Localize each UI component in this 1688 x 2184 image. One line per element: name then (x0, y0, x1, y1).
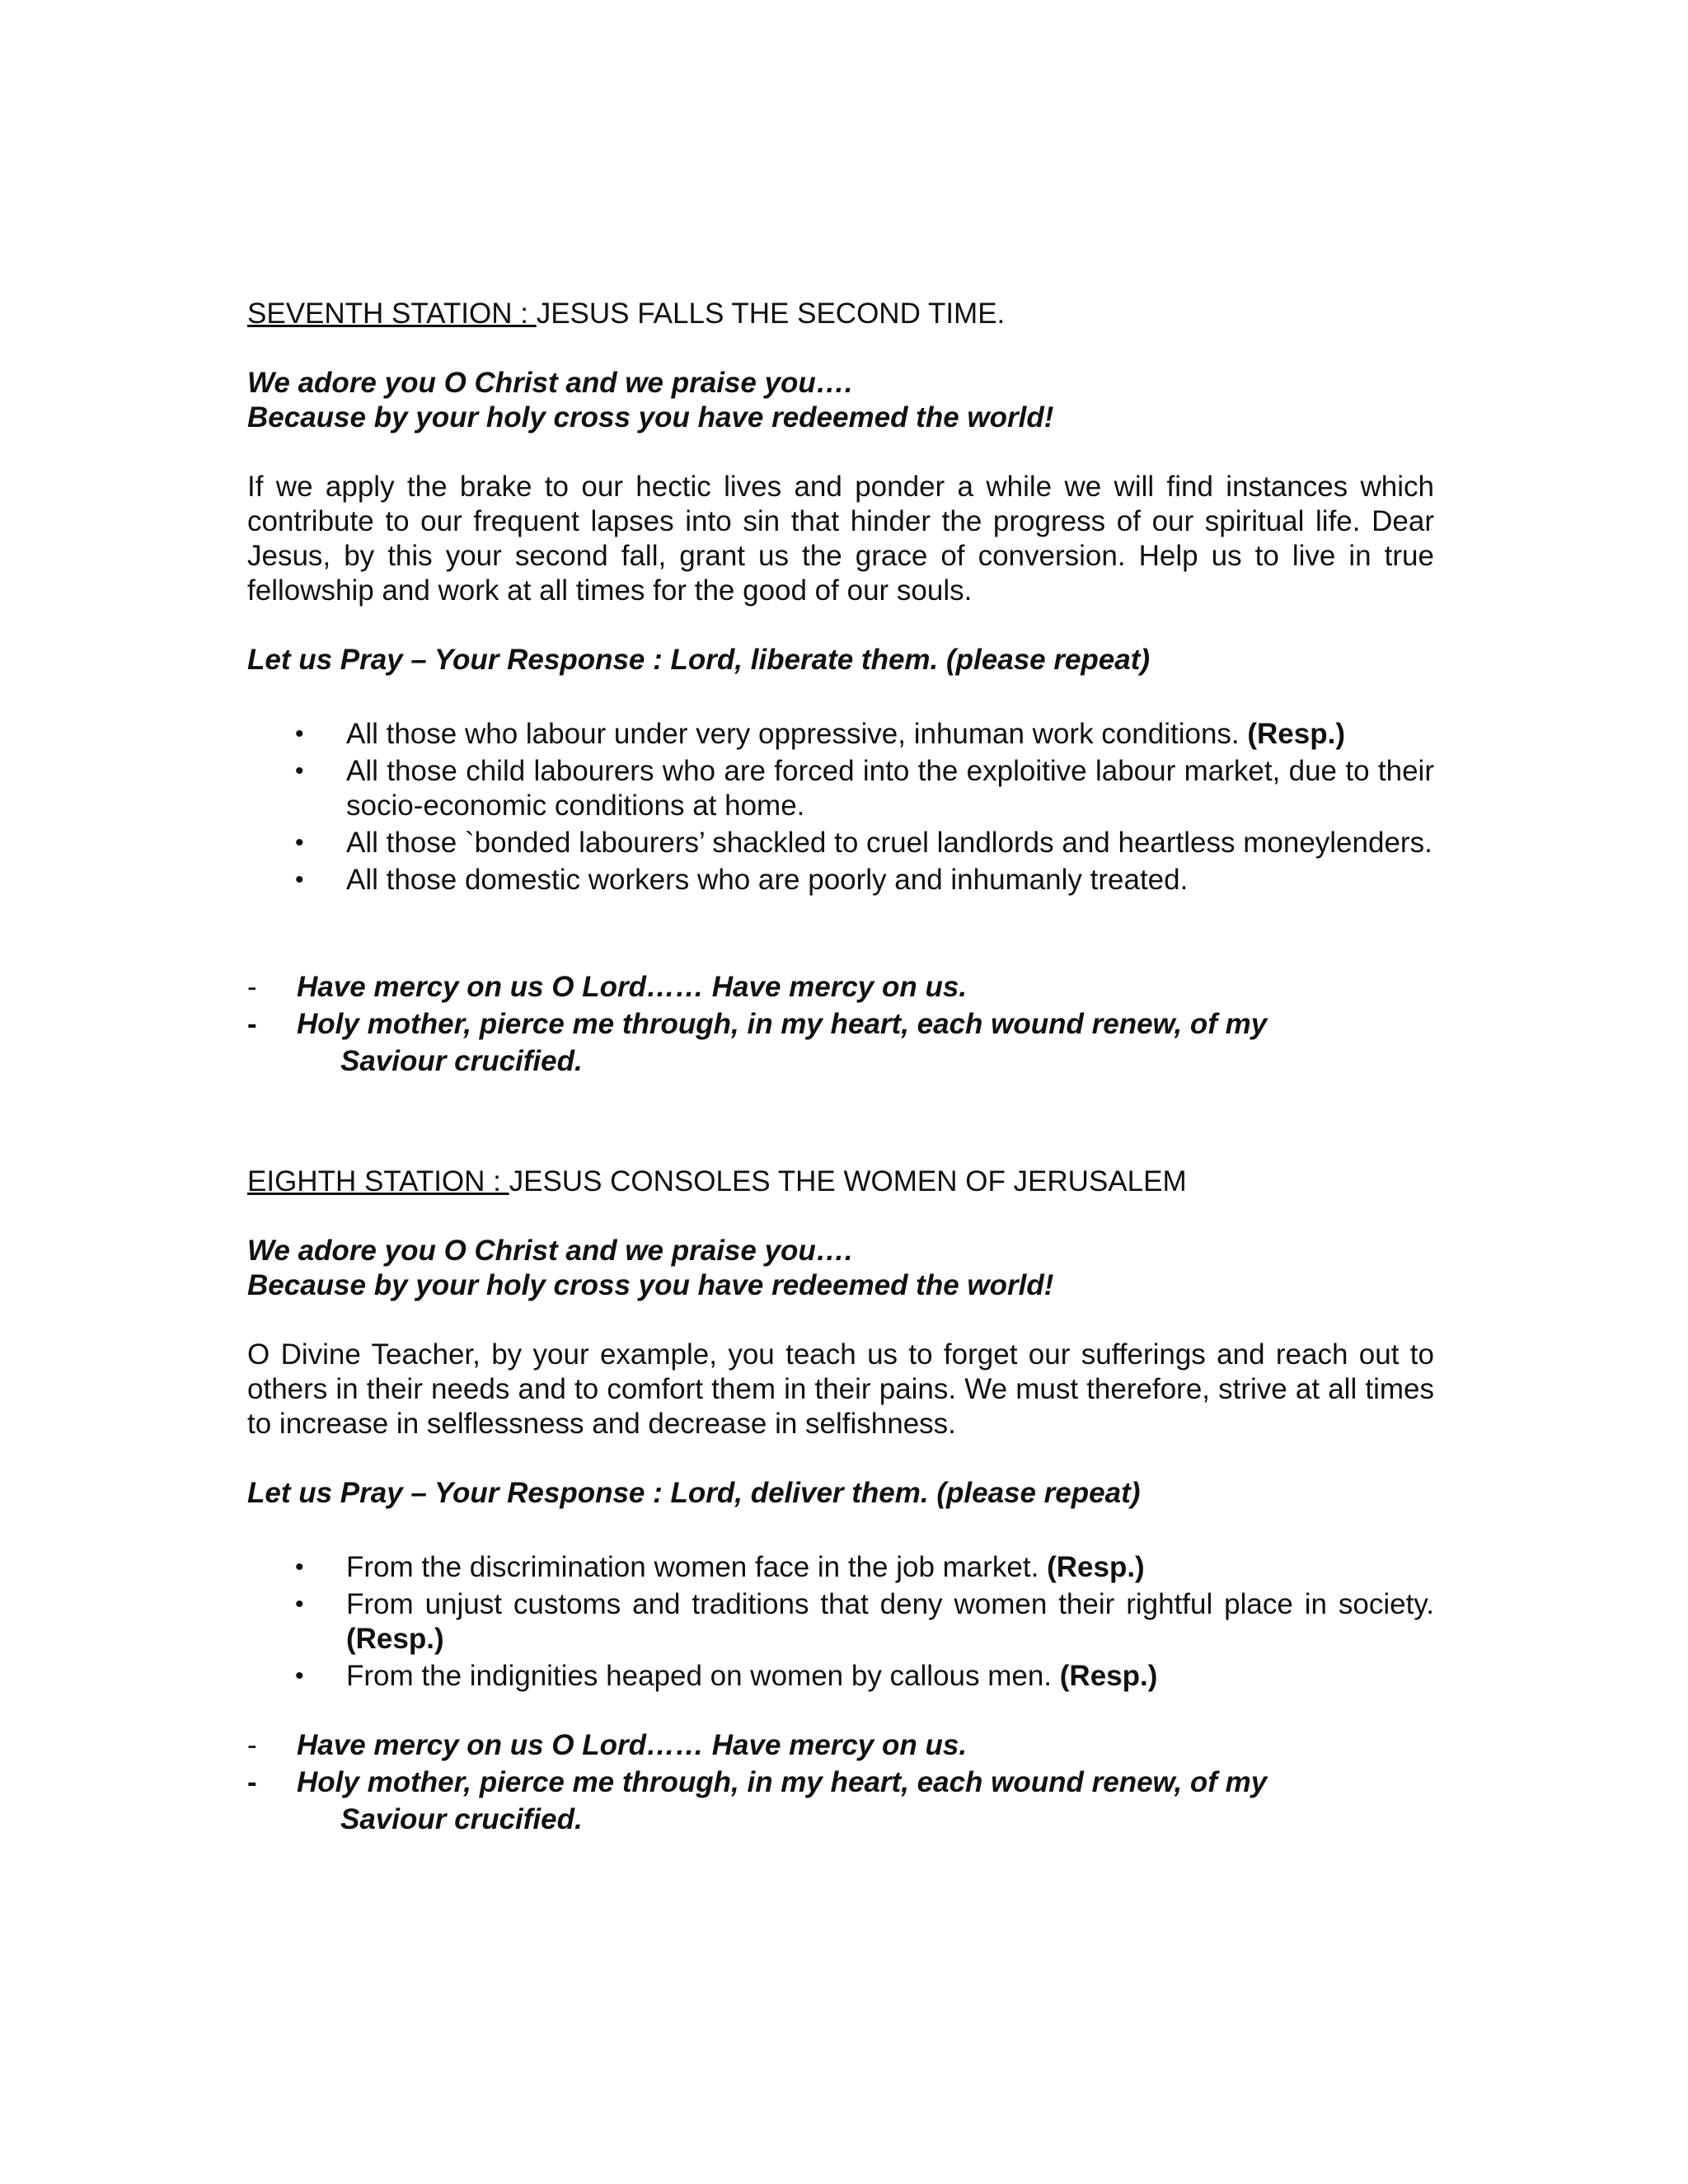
station-eight (247, 1165, 1434, 1837)
reflection-paragraph: O Divine Teacher, by your example, you teach us to forget our sufferings and reach out to others in their needs and to comfort them in their pains. We must therefore, strive at all times to increase in selflessness and decrease in selfishness. (247, 1338, 1434, 1440)
intentions-list (247, 1550, 1434, 1694)
closing-line (247, 1728, 1434, 1763)
adoration-verse (247, 1234, 1434, 1303)
response-marker: (Resp.) (1059, 1660, 1158, 1692)
bullet-icon: • (295, 1554, 304, 1581)
bullet-icon: • (295, 757, 304, 785)
document-page (247, 297, 1434, 1837)
list-item (247, 1659, 1434, 1694)
list-item (247, 1550, 1434, 1585)
station-heading (247, 297, 1434, 331)
response-marker: (Resp.) (1047, 1551, 1145, 1583)
adoration-response: Because by your holy cross you have redeemed the world! (247, 1269, 1054, 1301)
stabat-line: Holy mother, pierce me through, in my heart, each wound renew, of my (297, 1008, 1268, 1040)
closing-line (247, 970, 1434, 1005)
prayer-intro: Let us Pray – Your Response : Lord, deliver them. (please repeat) (247, 1477, 1141, 1509)
station-number: EIGHTH STATION : (247, 1165, 509, 1197)
mercy-line: Have mercy on us O Lord…… Have mercy on us. (297, 1729, 968, 1761)
dash-marker: - (247, 1729, 257, 1761)
list-item (247, 1587, 1434, 1657)
closing-line (247, 1765, 1434, 1800)
adoration-line: We adore you O Christ and we praise you…. (247, 1235, 853, 1267)
dash-marker: - (247, 1008, 257, 1040)
station-number: SEVENTH STATION : (247, 298, 537, 330)
closing-line (247, 1007, 1434, 1042)
station-title: JESUS FALLS THE SECOND TIME. (536, 298, 1006, 330)
adoration-line: We adore you O Christ and we praise you…. (247, 367, 853, 399)
dash-marker: - (247, 971, 257, 1003)
response-marker: (Resp.) (1247, 718, 1345, 750)
dash-marker: - (247, 1766, 257, 1798)
intention-text: All those domestic workers who are poorly and inhumanly treated. (346, 864, 1189, 896)
bullet-icon: • (295, 866, 304, 893)
response-marker: (Resp.) (346, 1623, 444, 1655)
prayer-intro: Let us Pray – Your Response : Lord, liberate them. (please repeat) (247, 644, 1151, 676)
intention-text: From unjust customs and traditions that deny women their rightful place in society. (346, 1588, 1434, 1620)
station-title: JESUS CONSOLES THE WOMEN OF JERUSALEM (509, 1165, 1187, 1197)
intention-text: From the indignities heaped on women by callous men. (346, 1660, 1060, 1692)
list-item (247, 863, 1434, 898)
intentions-list (247, 717, 1434, 898)
intention-text: All those who labour under very oppressive, inhuman work conditions. (346, 718, 1248, 750)
stabat-continuation: Saviour crucified. (340, 1803, 583, 1835)
adoration-response: Because by your holy cross you have redeemed the world! (247, 401, 1054, 434)
adoration-verse (247, 366, 1434, 435)
station-heading (247, 1165, 1434, 1199)
reflection-paragraph: If we apply the brake to our hectic lives and ponder a while we will find instances which contribute to our frequent lapses into sin that hinder the progress of our spiritual life. Dear Jesus, by this your second fall, grant us the grace of conversion. Help us to live in true fellowship and work at all times for the good of our souls. (247, 471, 1434, 607)
bullet-icon: • (295, 720, 304, 748)
intention-text: From the discrimination women face in the job market. (346, 1551, 1048, 1583)
intention-text: All those child labourers who are forced into the exploitive labour market, due to their socio-economic conditions at home. (346, 755, 1434, 822)
closing-prayers (247, 970, 1434, 1079)
bullet-icon: • (295, 1662, 304, 1690)
stabat-continuation: Saviour crucified. (340, 1045, 583, 1077)
closing-prayers (247, 1728, 1434, 1837)
bullet-icon: • (295, 1591, 304, 1618)
list-item (247, 717, 1434, 752)
stabat-line: Holy mother, pierce me through, in my heart, each wound renew, of my (297, 1766, 1268, 1798)
station-seven (247, 297, 1434, 1079)
list-item (247, 754, 1434, 823)
intention-text: All those `bonded labourers’ shackled to cruel landlords and heartless moneylenders. (346, 827, 1432, 859)
bullet-icon: • (295, 829, 304, 856)
mercy-line: Have mercy on us O Lord…… Have mercy on us. (297, 971, 968, 1003)
list-item (247, 826, 1434, 860)
